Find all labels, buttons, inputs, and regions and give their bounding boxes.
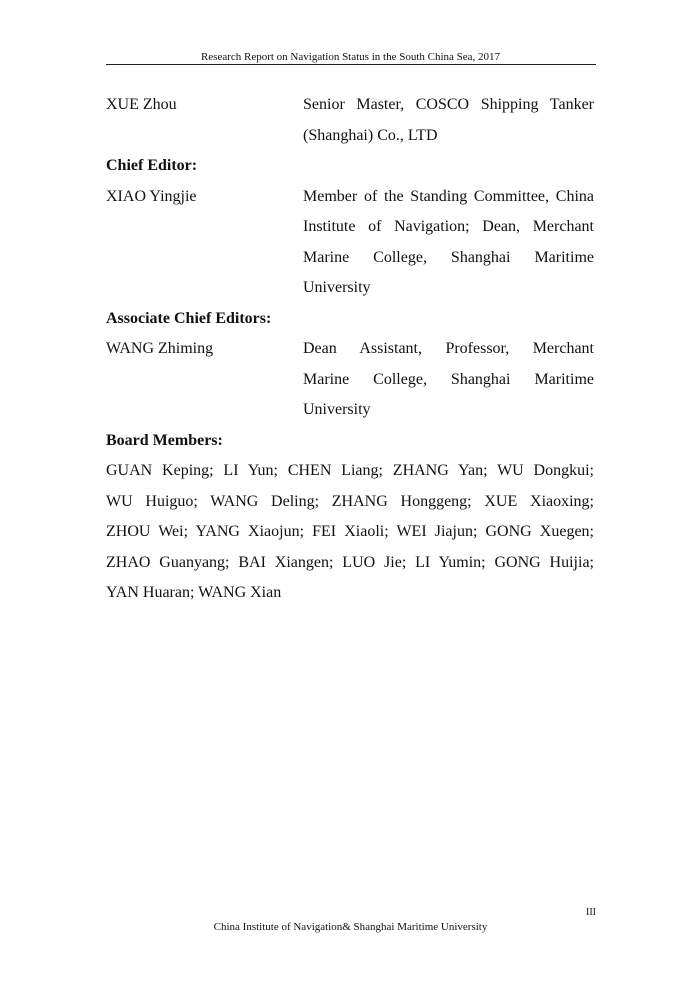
chief-editor-heading: Chief Editor: — [106, 157, 198, 174]
board-members-line: ZHOU Wei; YANG Xiaojun; FEI Xiaoli; WEI Jiajun; GONG Xuegen; — [106, 523, 594, 540]
description-line: Senior Master, COSCO Shipping Tanker — [303, 96, 594, 113]
associate-chief-editor-entry — [106, 334, 594, 426]
description-line: Member of the Standing Committee, China — [303, 187, 594, 205]
board-members-line: GUAN Keping; LI Yun; CHEN Liang; ZHANG Yan; WU Dongkui; — [106, 462, 594, 479]
description-line: University — [303, 401, 371, 418]
board-members-line: ZHAO Guanyang; BAI Xiangen; LUO Jie; LI Yumin; GONG Huijia; — [106, 553, 594, 571]
page-number: III — [586, 907, 596, 918]
description-line: Institute of Navigation; Dean, Merchant — [303, 218, 594, 235]
description-line: University — [303, 279, 371, 296]
running-header: Research Report on Navigation Status in the South China Sea, 2017 — [200, 51, 501, 63]
member-name: WANG Zhiming — [106, 340, 214, 357]
board-members-list — [106, 456, 594, 609]
member-description — [303, 182, 594, 304]
running-footer: China Institute of Navigation& Shanghai Maritime University — [213, 921, 488, 933]
board-members-line: WU Huiguo; WANG Deling; ZHANG Honggeng; XUE Xiaoxing; — [106, 492, 594, 510]
header-rule — [106, 64, 596, 65]
member-description — [303, 334, 594, 426]
description-line: (Shanghai) Co., LTD — [303, 126, 438, 144]
board-members-heading: Board Members: — [106, 431, 223, 449]
member-description — [303, 90, 594, 151]
description-line: Marine College, Shanghai Maritime — [303, 370, 594, 388]
board-members-line: YAN Huaran; WANG Xian — [106, 584, 282, 601]
member-name: XIAO Yingjie — [106, 187, 197, 205]
associate-chief-editors-heading: Associate Chief Editors: — [106, 309, 272, 327]
page-content — [106, 90, 594, 609]
description-line: Marine College, Shanghai Maritime — [303, 248, 594, 266]
description-line: Dean Assistant, Professor, Merchant — [303, 340, 594, 357]
committee-entry — [106, 90, 594, 151]
member-name: XUE Zhou — [106, 96, 177, 113]
chief-editor-entry — [106, 182, 594, 304]
